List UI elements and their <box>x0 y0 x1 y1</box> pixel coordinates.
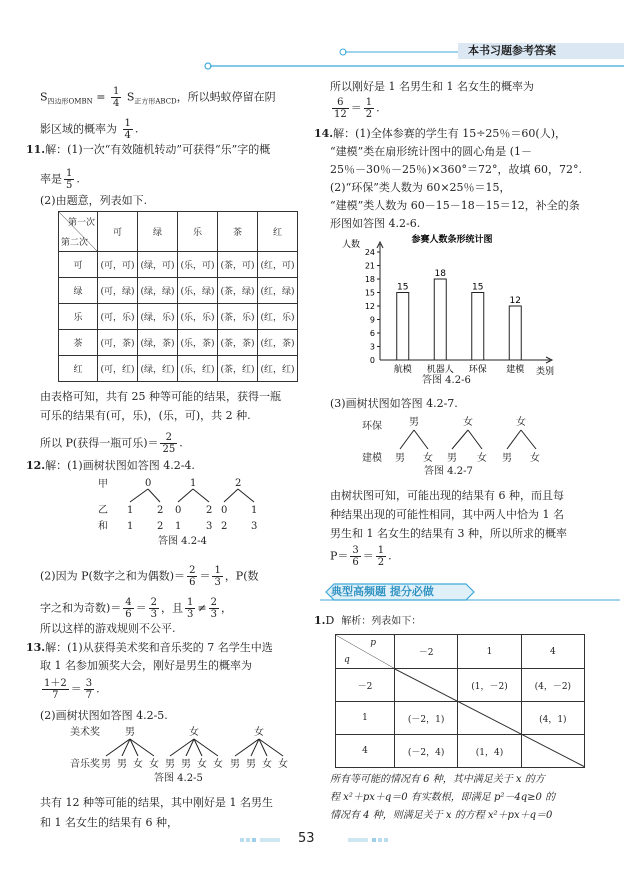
q12-text: 字之和为奇数)＝ <box>40 601 122 615</box>
tree-leaf: 2 <box>157 505 164 516</box>
fraction-num: 2 <box>150 597 158 608</box>
row-label: 1 <box>336 702 395 735</box>
q14-line11 <box>330 545 392 568</box>
row-label: 可 <box>59 252 98 278</box>
tree-leaf: 女 <box>477 453 487 464</box>
s-sub-a: 四边形OMBN <box>47 97 93 106</box>
fraction <box>123 597 133 620</box>
fraction-num: 1 <box>377 545 385 556</box>
tree-leaf: 男 <box>101 759 111 770</box>
table-corner <box>59 212 98 252</box>
tree-leaf: 1 <box>251 505 258 516</box>
tree-leaf: 0 <box>221 505 228 516</box>
table-row <box>59 304 298 330</box>
fraction-den: 3 <box>214 577 221 588</box>
chart-data-label: 15 <box>472 282 484 293</box>
fraction <box>111 86 121 109</box>
tree-sum: 1 <box>175 521 182 532</box>
table-cell: (1，－2) <box>458 669 521 702</box>
fraction-num: 1 <box>187 597 194 608</box>
corner-top-label: p <box>370 638 376 648</box>
tree-leaf: 女 <box>262 759 272 770</box>
eq-sign: ＝ <box>199 569 211 583</box>
chart-bar <box>472 293 484 361</box>
q13-line1 <box>26 641 273 655</box>
tree-node: 男 <box>409 417 419 428</box>
q11-text: 所以 P(获得一瓶可乐)＝ <box>40 436 159 450</box>
table-cell: (红，茶) <box>258 330 298 356</box>
tree-node: 2 <box>235 478 242 489</box>
ne-sign: ≠ <box>197 601 207 615</box>
q14-line9: 种结果出现的可能性相同，其中两人中恰为 1 名 <box>330 508 564 521</box>
tree-leaf: 男 <box>502 453 512 464</box>
tree-leaf: 女 <box>278 759 288 770</box>
q14-line10: 男生和 1 名女生的结果有 3 种，所以所求的概率 <box>330 527 567 540</box>
q11-line4: 由表格可知，共有 25 种等可能的结果，获得一瓶 <box>40 390 281 403</box>
table-cell: (1，4) <box>458 735 521 768</box>
fraction-den: 6 <box>189 577 196 588</box>
footer-ornament <box>240 835 390 847</box>
table-header-row <box>59 212 298 252</box>
question-number: 14. <box>314 127 334 140</box>
question-number: 11. <box>26 143 46 156</box>
r-line1: 所以刚好是 1 名男生和 1 名女生的概率为 <box>330 80 534 93</box>
fraction-num: 2 <box>160 432 177 444</box>
fraction <box>160 432 177 455</box>
table-corner <box>336 635 395 669</box>
table-cell: (茶，红) <box>218 356 258 382</box>
tree-node: 女 <box>463 417 473 428</box>
q10-rest: ，所以蚂蚁停留在阴 <box>176 90 276 104</box>
tree-sum: 3 <box>206 521 213 532</box>
table-cell: (乐，乐) <box>178 304 218 330</box>
q12-text: 解：(1)画树状图如答图 4.2-4. <box>45 459 195 472</box>
table-header-cell: 1 <box>458 635 521 669</box>
tree-sum: 2 <box>157 521 164 532</box>
table-cell: (乐，红) <box>178 356 218 382</box>
fraction-den: 4 <box>124 130 131 141</box>
chart-y-tick-label: 15 <box>364 288 375 298</box>
fraction-num: 1 <box>66 168 73 179</box>
q14-line8: 由树状图可知，可能出现的结果有 6 种，而且每 <box>330 489 564 502</box>
table-cell: (绿，茶) <box>138 330 178 356</box>
row-label: 乐 <box>59 304 98 330</box>
table-cell: (茶，绿) <box>218 278 258 304</box>
tree-leaf: 2 <box>206 505 213 516</box>
figure-caption: 答图 4.2-4 <box>158 536 207 547</box>
table-cell: (可，绿) <box>98 278 138 304</box>
fraction-den: 6 <box>352 557 359 568</box>
q14-line4: (2)“环保”类人数为 60×25％＝15， <box>330 181 511 194</box>
table-cell: (－2，1) <box>395 702 458 735</box>
fraction-den: 5 <box>66 180 73 191</box>
eq-sign: ＝ <box>135 601 147 615</box>
q10-line1 <box>40 86 276 109</box>
chart-caption: 答图 4.2-6 <box>422 375 471 386</box>
tree-lines <box>100 738 290 758</box>
row-label: 4 <box>336 735 395 768</box>
chart-data-label: 12 <box>509 296 521 306</box>
q12-line1 <box>26 459 195 473</box>
q11-text: 解：(1)一次“有效随机转动”可获得“乐”字的概 <box>45 143 271 156</box>
q1-text: 解析：列表如下： <box>341 616 422 627</box>
chart-y-tick-label: 0 <box>369 356 375 365</box>
chart-y-tick-label: 6 <box>369 329 375 338</box>
table-header-cell: －2 <box>395 635 458 669</box>
table-header-cell: 可 <box>98 212 138 252</box>
chart-x-tick-label: 环保 <box>468 365 487 375</box>
fraction <box>123 118 133 141</box>
table-cell: (红，红) <box>258 356 298 382</box>
q11-line1 <box>26 143 270 157</box>
eq-sign: ＝ <box>350 101 362 115</box>
q11-text: 率是 <box>40 172 62 186</box>
fraction-den: 2 <box>365 109 373 120</box>
q12-line2 <box>40 565 259 588</box>
table-row <box>59 356 298 382</box>
q10-text: 影区域的概率为 <box>40 122 117 136</box>
table-cell: (－2，4) <box>395 735 458 768</box>
fraction <box>209 597 219 620</box>
section-title: 典型高频题 提分必做 <box>331 585 434 598</box>
tree-leaf: 女 <box>530 453 540 464</box>
question-number: 13. <box>26 641 46 654</box>
q11-line6: 所以 P(获得一瓶可乐)＝ $\frac{2}{25}$ . <box>40 432 183 455</box>
table-header-cell: 4 <box>521 635 584 669</box>
q12-text: ，且 <box>161 601 184 615</box>
table-header-row <box>336 635 585 669</box>
chart-y-tick-label: 3 <box>369 342 375 352</box>
tree-lines <box>390 429 550 451</box>
tree-row-label: 美术奖 <box>70 727 100 738</box>
table-cell: (红，绿) <box>258 278 298 304</box>
chart-bar <box>434 279 446 360</box>
table-row <box>59 252 298 278</box>
table-cell: (茶，可) <box>218 252 258 278</box>
q12-text: ，P(数 <box>224 569 259 583</box>
q12-line3 <box>40 597 232 620</box>
table-cell: (可，乐) <box>98 304 138 330</box>
table-cell: (4，1) <box>521 702 584 735</box>
fraction <box>149 597 159 620</box>
chart-y-tick-label: 24 <box>364 248 375 257</box>
row-label: 红 <box>59 356 98 382</box>
tree-leaf: 男 <box>117 759 127 770</box>
answer-choice: D <box>325 614 335 627</box>
fraction <box>187 565 197 588</box>
tree-sum: 1 <box>127 521 134 532</box>
table-row <box>59 330 298 356</box>
r-line2 <box>330 97 380 120</box>
chart-y-tick-label: 12 <box>364 302 375 311</box>
fraction <box>42 678 69 701</box>
fraction-num: 2 <box>189 565 196 576</box>
tree-sum: 3 <box>251 521 258 532</box>
tree-row-label: 音乐奖 <box>70 759 100 770</box>
tree-node: 女 <box>189 727 199 738</box>
period: . <box>376 101 380 115</box>
table-cell: (乐，可) <box>178 252 218 278</box>
q1-line4: 情况有 4 种，则满足关于 x 的方程 x²＋px＋q＝0 <box>330 810 553 821</box>
q14-line7: (3)画树状图如答图 4.2-7. <box>330 397 458 410</box>
chart-y-tick-label: 21 <box>364 261 375 271</box>
fraction-den: 3 <box>210 609 218 620</box>
fraction-num: 4 <box>125 597 132 608</box>
table-cell: (茶，茶) <box>218 330 258 356</box>
tree-leaf: 1 <box>127 505 134 516</box>
q13-line4: (2)画树状图如答图 4.2-5. <box>40 709 168 722</box>
fraction-den: 7 <box>52 690 59 701</box>
q13-line2: 取 1 名参加颁奖大会，刚好是男生的概率为 <box>40 659 252 672</box>
table-diagonal <box>393 668 586 768</box>
question-number: 12. <box>26 459 46 472</box>
table-cell: (可，可) <box>98 252 138 278</box>
eq-sign: ＝ <box>362 549 374 563</box>
tree-leaf: 女 <box>133 759 143 770</box>
table-cell: (绿，可) <box>138 252 178 278</box>
fraction <box>332 97 349 120</box>
table-header-cell: 绿 <box>138 212 178 252</box>
corner-bottom-label: 第二次 <box>61 238 89 248</box>
q12-text: (2)因为 P(数字之和为偶数)＝ <box>40 569 186 583</box>
chart-ylabel: 人数 <box>342 240 361 250</box>
tree-leaf: 女 <box>149 759 159 770</box>
figure-caption: 答图 4.2-7 <box>424 466 473 477</box>
row-label: 绿 <box>59 278 98 304</box>
table-cell: (4，－2) <box>521 669 584 702</box>
period: . <box>388 549 392 563</box>
q13-line5: 共有 12 种等可能的结果，其中刚好是 1 名男生 <box>40 796 273 809</box>
table-row <box>59 278 298 304</box>
table-cell: (乐，绿) <box>178 278 218 304</box>
table-header-cell: 红 <box>258 212 298 252</box>
q14-line1 <box>314 127 566 141</box>
tree-node: 女 <box>516 417 526 428</box>
corner-bottom-label: q <box>344 655 350 665</box>
tree-row-label: 和 <box>98 521 108 532</box>
question-number: 1. <box>314 614 326 627</box>
row-label: 茶 <box>59 330 98 356</box>
tree-row-label: 甲 <box>98 479 108 490</box>
q14-line6: 形图如答图 4.2-6. <box>330 217 421 230</box>
chart-x-tick-label: 建模 <box>506 365 525 375</box>
table-cell: (红，乐) <box>258 304 298 330</box>
tree-sum: 2 <box>221 521 228 532</box>
tree-leaf: 男 <box>246 759 256 770</box>
table-cell: (红，可) <box>258 252 298 278</box>
q11-line3: (2)由题意，列表如下. <box>40 194 148 207</box>
tree-row-label: 乙 <box>98 505 108 516</box>
tree-leaf: 男 <box>395 453 405 464</box>
chart-x-tick-label: 航模 <box>393 365 412 375</box>
tree-leaf: 男 <box>230 759 240 770</box>
q14-line5: “建模”类人数为 60－15－18－15＝12，补全的条 <box>330 199 580 212</box>
fraction <box>350 545 360 568</box>
table-cell: (绿，乐) <box>138 304 178 330</box>
header-title: 本书习题参考答案 <box>468 44 556 57</box>
tree-node: 男 <box>125 727 135 738</box>
q12-text: ， <box>221 601 233 615</box>
table-cell: (茶，乐) <box>218 304 258 330</box>
chart-xlabel: 类别 <box>536 367 555 377</box>
q14-line3: 25％－30％－25％)×360°＝72°，故填 60，72°. <box>330 163 582 176</box>
q13-line6: 和 1 名女生的结果有 6 种， <box>40 816 178 829</box>
chart-y-tick-label: 9 <box>369 315 375 325</box>
tree-leaf: 男 <box>181 759 191 770</box>
q13-line3 <box>40 678 100 701</box>
chart-y-tick-label: 18 <box>364 275 375 284</box>
tree-lines <box>120 488 270 504</box>
fraction <box>185 597 195 620</box>
chart-bar <box>509 306 521 360</box>
fraction <box>64 168 74 191</box>
fraction-num: 1 <box>214 565 221 576</box>
tree-leaf: 0 <box>175 505 182 516</box>
table-cell: (绿，红) <box>138 356 178 382</box>
s-symbol: S <box>40 90 48 104</box>
fraction-den: 2 <box>377 557 385 568</box>
fraction <box>364 97 374 120</box>
q14-line2: “建模”类在扇形统计图中的圆心角是 (1－ <box>330 145 533 158</box>
fraction-num: 1 <box>365 97 373 108</box>
tree-leaf: 男 <box>165 759 175 770</box>
s-symbol-b: S <box>126 90 135 104</box>
tree-row-label: 环保 <box>362 421 382 432</box>
q14-text: P＝ <box>330 549 349 563</box>
tree-leaf: 男 <box>447 453 457 464</box>
table-cell: (乐，茶) <box>178 330 218 356</box>
chart-data-label: 15 <box>397 282 409 293</box>
tree-node: 0 <box>145 478 152 489</box>
q10-line2: 影区域的概率为 $\frac{1}{4}$ . <box>40 118 139 141</box>
q11-line2: 率是 $\frac{1}{5}$ . <box>40 168 80 191</box>
q1-line1 <box>314 614 421 629</box>
table-cell: (可，红) <box>98 356 138 382</box>
tree-row-label: 建模 <box>362 453 382 464</box>
fraction <box>376 545 386 568</box>
tree-leaf: 女 <box>213 759 223 770</box>
q11-line5: 可乐的结果有(可，乐)，(乐，可)，共 2 种. <box>40 409 251 422</box>
row-label: －2 <box>336 669 395 702</box>
tree-node: 女 <box>254 727 264 738</box>
tree-node: 1 <box>190 478 197 489</box>
fraction-num: 2 <box>210 597 218 608</box>
chart-title: 参赛人数条形统计图 <box>411 235 493 245</box>
fraction <box>84 678 94 701</box>
chart-x-tick-label: 机器人 <box>426 365 454 375</box>
q1-line3: 程 x²＋px＋q＝0 有实数根，即满足 p²－4q≥0 的 <box>330 792 556 803</box>
fraction-num: 3 <box>85 678 93 689</box>
q14-text: 解：(1)全体参赛的学生有 15÷25％＝60(人)， <box>333 127 567 140</box>
fraction-den: 12 <box>334 109 347 120</box>
fraction-den: 3 <box>150 609 158 620</box>
fraction-num: 3 <box>352 545 359 556</box>
fraction-den: 4 <box>112 98 120 109</box>
bar-chart <box>340 230 570 390</box>
table-header-cell: 茶 <box>218 212 258 252</box>
fraction-den: 7 <box>85 690 93 701</box>
fraction-num: 1＋2 <box>44 678 67 689</box>
fraction-den: 3 <box>187 609 194 620</box>
q12-line4: 所以这样的游戏规则不公平. <box>40 622 176 635</box>
table-header-cell: 乐 <box>178 212 218 252</box>
page-number: 53 <box>298 831 315 846</box>
period: . <box>96 682 100 696</box>
chart-data-label: 18 <box>434 269 446 279</box>
s-sub-b: 正方形ABCD <box>134 97 177 106</box>
fraction-num: 1 <box>124 118 131 129</box>
q1-line2: 所有等可能的情况有 6 种，其中满足关于 x 的方 <box>330 774 545 785</box>
fraction <box>212 565 222 588</box>
fraction-den: 25 <box>162 444 176 455</box>
q13-text: 解：(1)从获得美术奖和音乐奖的 7 名学生中选 <box>45 641 273 654</box>
fraction-den: 6 <box>125 609 132 620</box>
corner-top-label: 第一次 <box>67 218 95 228</box>
outcome-table <box>58 211 298 382</box>
fraction-num: 6 <box>332 97 349 109</box>
tree-leaf: 女 <box>197 759 207 770</box>
table-cell: (可，茶) <box>98 330 138 356</box>
figure-caption: 答图 4.2-5 <box>154 773 203 784</box>
chart-bar <box>397 293 409 361</box>
table-cell: (绿，绿) <box>138 278 178 304</box>
eq-sign: ＝ <box>70 682 82 696</box>
tree-leaf: 女 <box>423 453 433 464</box>
eq-sign: = <box>96 90 106 104</box>
fraction-num: 1 <box>112 86 120 97</box>
